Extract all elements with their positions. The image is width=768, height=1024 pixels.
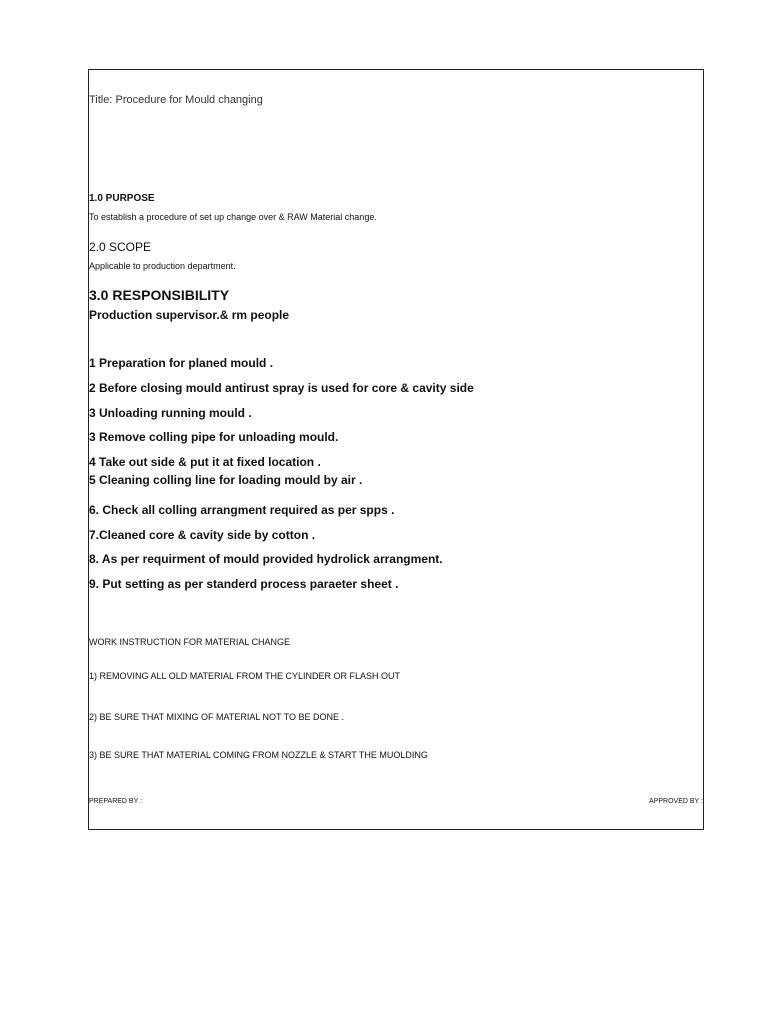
responsibility-heading: 3.0 RESPONSIBILITY bbox=[89, 287, 230, 303]
approved-by-label: APPROVED BY : bbox=[649, 798, 703, 805]
scope-heading: 2.0 SCOPE bbox=[89, 240, 152, 254]
work-instruction-item: 1) REMOVING ALL OLD MATERIAL FROM THE CYLINDER OR FLASH OUT bbox=[89, 671, 401, 681]
step-item: 2 Before closing mould antirust spray is used for core & cavity side bbox=[89, 381, 474, 395]
step-item: 8. As per requirment of mould provided hydrolick arrangment. bbox=[89, 552, 443, 566]
work-instruction-item: 3) BE SURE THAT MATERIAL COMING FROM NOZZLE & START THE MUOLDING bbox=[89, 750, 428, 760]
responsibility-text: Production supervisor.& rm people bbox=[89, 308, 290, 322]
scope-text: Applicable to production department. bbox=[89, 261, 236, 271]
purpose-text: To establish a procedure of set up change over & RAW Material change. bbox=[89, 212, 377, 222]
step-item: 9. Put setting as per standerd process paraeter sheet . bbox=[89, 577, 399, 591]
prepared-by-label: PREPARED BY : bbox=[89, 798, 143, 805]
step-item: 3 Unloading running mould . bbox=[89, 406, 252, 420]
step-item: 7.Cleaned core & cavity side by cotton . bbox=[89, 528, 316, 542]
step-item: 1 Preparation for planed mould . bbox=[89, 356, 274, 370]
step-item: 3 Remove colling pipe for unloading mould. bbox=[89, 430, 339, 444]
step-item: 5 Cleaning colling line for loading mould by air . bbox=[89, 473, 363, 487]
purpose-heading: 1.0 PURPOSE bbox=[89, 193, 155, 204]
work-instruction-heading: WORK INSTRUCTION FOR MATERIAL CHANGE bbox=[89, 637, 291, 647]
step-item: 6. Check all colling arrangment required as per spps . bbox=[89, 503, 395, 517]
work-instruction-item: 2) BE SURE THAT MIXING OF MATERIAL NOT TO BE DONE . bbox=[89, 712, 345, 722]
document-title: Title: Procedure for Mould changing bbox=[89, 94, 263, 106]
step-item: 4 Take out side & put it at fixed location . bbox=[89, 455, 321, 469]
